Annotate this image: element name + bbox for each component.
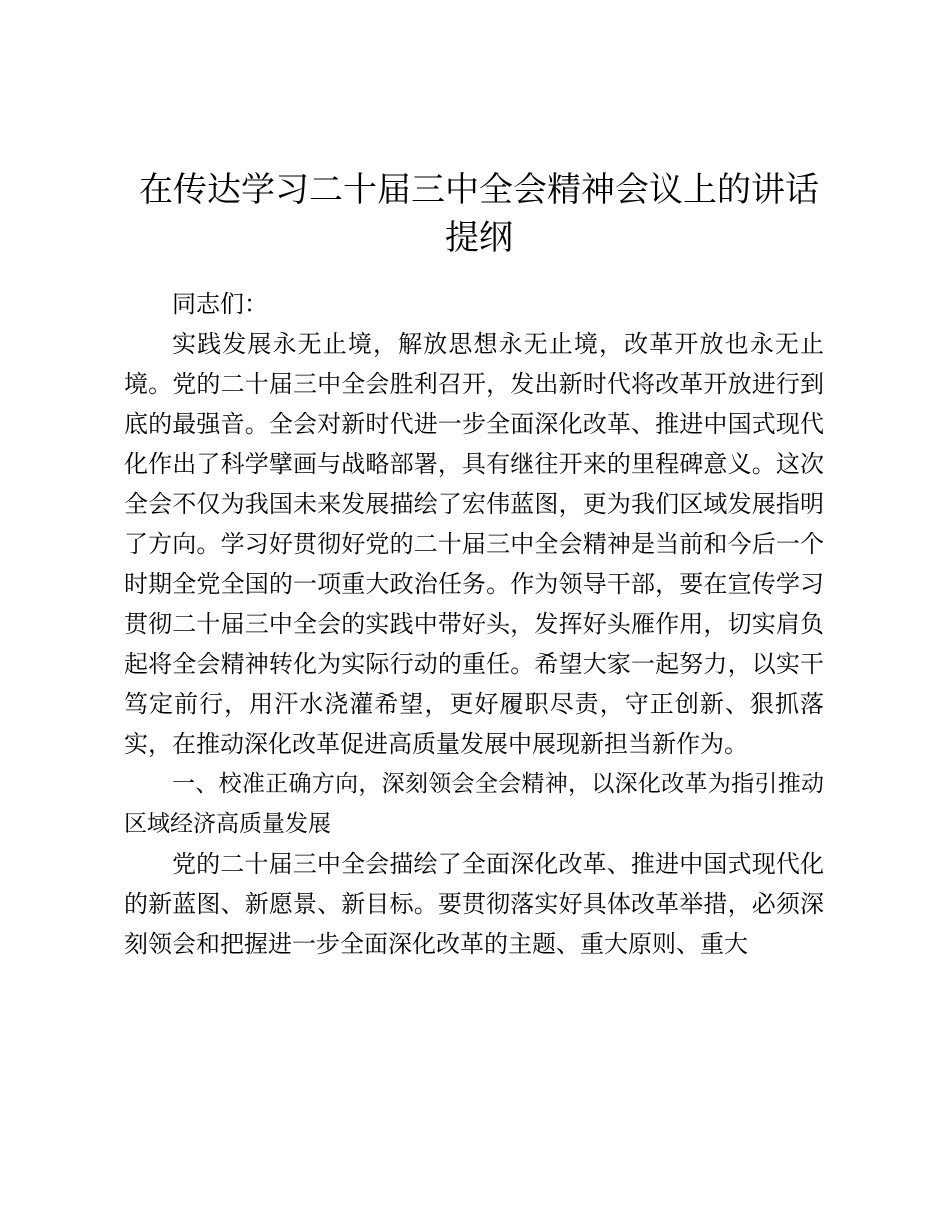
document-body bbox=[124, 284, 824, 964]
document-title bbox=[124, 166, 834, 262]
paragraph-section-1: 党的二十届三中全会描绘了全面深化改革、推进中国式现代化的新蓝图、新愿景、新目标。要贯彻落实好具体改革举措，必须深刻领会和把握进一步全面深化改革的主题、重大原则、重大 bbox=[124, 850, 824, 958]
title-line-1: 在传达学习二十届三中全会精神会议上的讲话 bbox=[139, 170, 819, 210]
salutation: 同志们： bbox=[172, 290, 268, 318]
paragraph-intro: 实践发展永无止境，解放思想永无止境，改革开放也永无止境。党的二十届三中全会胜利召开，发出新时代将改革开放进行到底的最强音。全会对新时代进一步全面深化改革、推进中国式现代化作出了科学擘画与战略部署，具有继往开来的里程碑意义。这次全会不仅为我国未来发展描绘了宏伟蓝图，更为我们区域发展指明了方向。学习好贯彻好党的二十届三中全会精神是当前和今后一个时期全党全国的一项重大政治任务。作为领导干部，要在宣传学习贯彻二十届三中全会的实践中带好头，发挥好头雁作用，切实肩负起将全会精神转化为实际行动的重任。希望大家一起努力，以实干笃定前行，用汗水浇灌希望，更好履职尽责，守正创新、狠抓落实，在推动深化改革促进高质量发展中展现新担当新作为。 bbox=[124, 330, 824, 758]
title-line-2: 提纲 bbox=[445, 218, 513, 258]
section-heading-1: 一、校准正确方向，深刻领会全会精神，以深化改革为指引推动区域经济高质量发展 bbox=[124, 771, 824, 837]
